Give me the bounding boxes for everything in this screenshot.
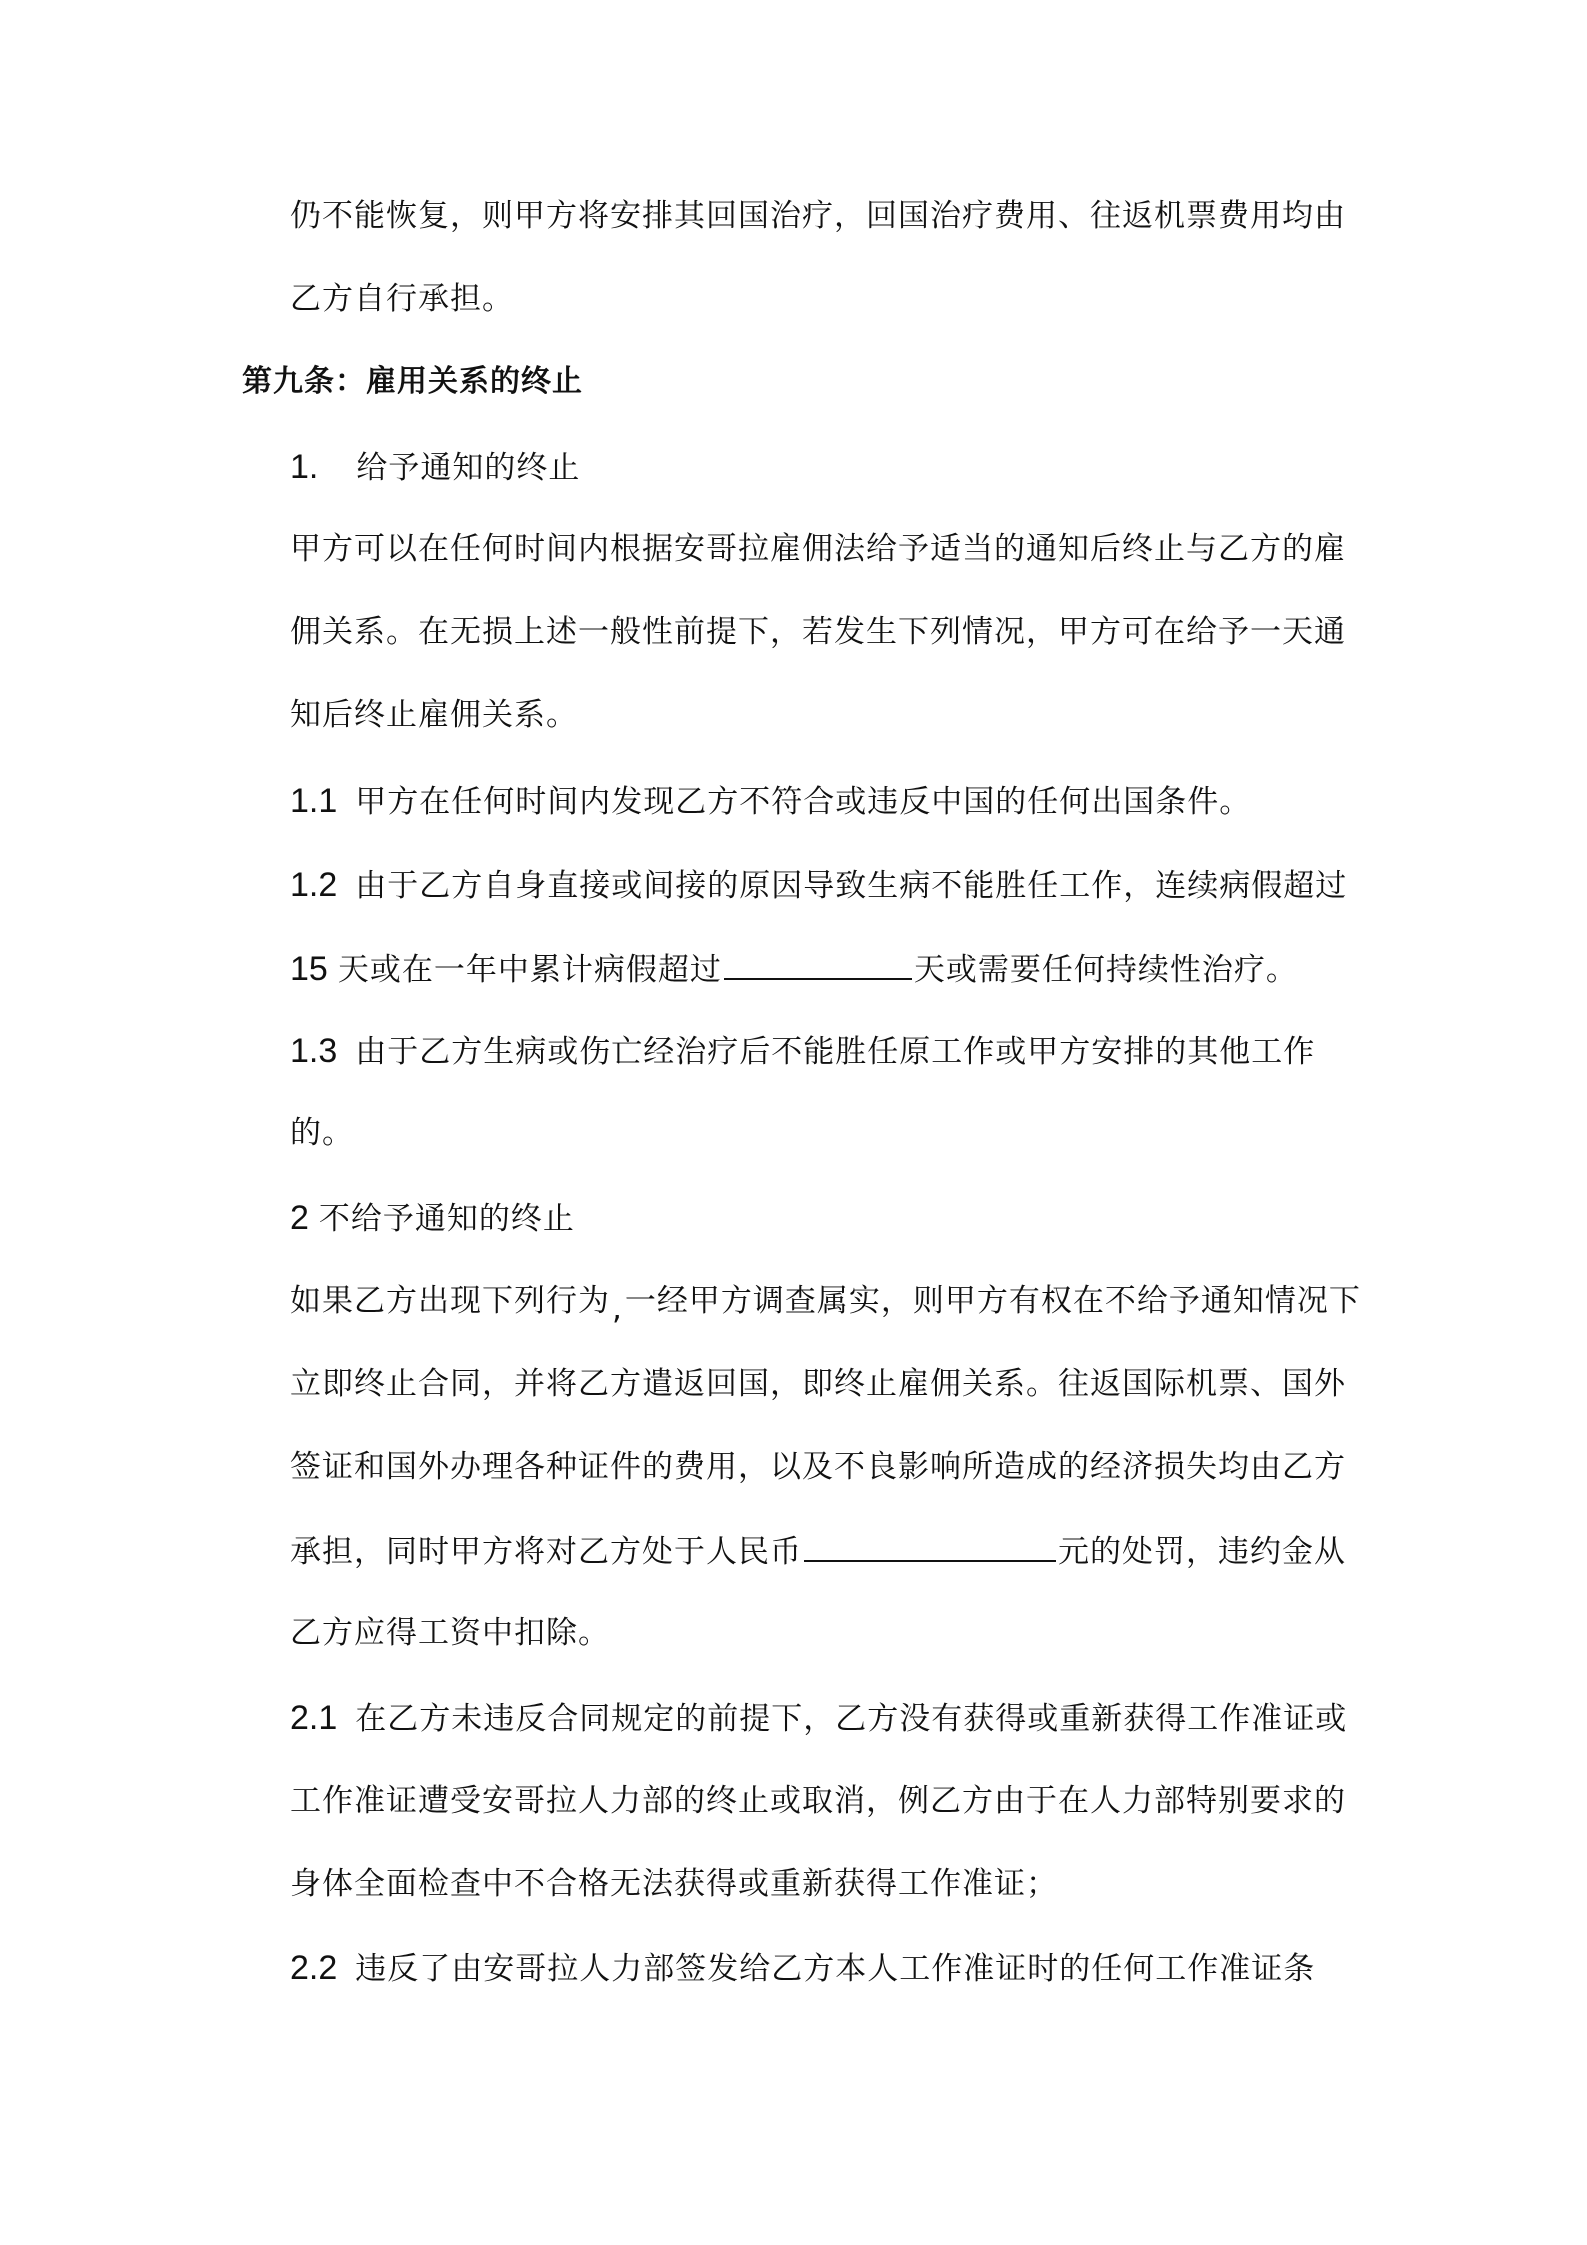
line-text: 知后终止雇佣关系。 bbox=[290, 697, 578, 733]
paragraph-line bbox=[290, 1281, 1361, 1327]
clause-1-2 bbox=[290, 865, 1347, 906]
clause-2-1 bbox=[290, 1698, 1347, 1739]
paragraph-line bbox=[290, 196, 1346, 236]
paragraph-line bbox=[290, 1113, 354, 1153]
section-title-text: 给予通知的终止 bbox=[356, 450, 581, 486]
clause-number: 2.2 bbox=[290, 1949, 338, 1987]
line-text: 元的处罚，违约金从 bbox=[1058, 1534, 1346, 1570]
line-text: 工作准证遭受安哥拉人力部的终止或取消，例乙方由于在人力部特别要求的 bbox=[290, 1783, 1346, 1819]
clause-number: 1.1 bbox=[290, 782, 338, 820]
line-text: 乙方应得工资中扣除。 bbox=[290, 1615, 610, 1651]
paragraph-line bbox=[290, 529, 1346, 569]
clause-number: 1.3 bbox=[290, 1032, 338, 1070]
line-text: 承担，同时甲方将对乙方处于人民币 bbox=[290, 1534, 802, 1570]
blank-field-sick-days[interactable] bbox=[724, 948, 912, 980]
day-count: 15 bbox=[290, 950, 328, 988]
clause-number: 2.1 bbox=[290, 1699, 338, 1737]
clause-text: 违反了由安哥拉人力部签发给乙方本人工作准证时的任何工作准证条 bbox=[355, 1951, 1316, 1987]
article-heading bbox=[242, 362, 583, 402]
blank-field-penalty-amount[interactable] bbox=[804, 1530, 1056, 1562]
clause-text: 在乙方未违反合同规定的前提下，乙方没有获得或重新获得工作准证或 bbox=[355, 1701, 1348, 1737]
clause-1-1 bbox=[290, 781, 1251, 822]
paragraph-line bbox=[290, 1447, 1346, 1487]
paragraph-line bbox=[290, 695, 578, 735]
section-number: 1. bbox=[290, 448, 319, 486]
paragraph-line bbox=[290, 612, 1346, 652]
section-number: 2 bbox=[290, 1199, 309, 1237]
line-text: 天或在一年中累计病假超过 bbox=[337, 952, 722, 988]
line-text: 身体全面检查中不合格无法获得或重新获得工作准证； bbox=[290, 1866, 1058, 1902]
section-title-2 bbox=[290, 1198, 575, 1239]
line-text: 仍不能恢复，则甲方将安排其回国治疗，回国治疗费用、往返机票费用均由 bbox=[290, 198, 1346, 234]
paragraph-line bbox=[290, 1781, 1346, 1821]
paragraph-line bbox=[290, 948, 1298, 990]
paragraph-line bbox=[290, 1530, 1346, 1572]
paragraph-line bbox=[290, 1864, 1058, 1904]
line-text: 天或需要任何持续性治疗。 bbox=[913, 952, 1298, 988]
section-title-text: 不给予通知的终止 bbox=[318, 1201, 575, 1237]
article-heading-text: 第九条：雇用关系的终止 bbox=[242, 364, 583, 399]
clause-text: 由于乙方自身直接或间接的原因导致生病不能胜任工作，连续病假超过 bbox=[355, 868, 1348, 904]
clause-1-3 bbox=[290, 1031, 1315, 1072]
paragraph-line bbox=[290, 1364, 1346, 1404]
line-text: 立即终止合同，并将乙方遣返回国，即终止雇佣关系。往返国际机票、国外 bbox=[290, 1366, 1346, 1402]
line-text: 一经甲方调查属实，则甲方有权在不给予通知情况下 bbox=[624, 1283, 1361, 1319]
line-text: 乙方自行承担。 bbox=[290, 281, 514, 317]
paragraph-line bbox=[290, 279, 514, 319]
comma-mark: , bbox=[612, 1291, 623, 1327]
clause-number: 1.2 bbox=[290, 866, 338, 904]
paragraph-line bbox=[290, 1613, 610, 1653]
line-text: 签证和国外办理各种证件的费用，以及不良影响所造成的经济损失均由乙方 bbox=[290, 1449, 1346, 1485]
clause-text: 由于乙方生病或伤亡经治疗后不能胜任原工作或甲方安排的其他工作 bbox=[355, 1034, 1316, 1070]
clause-text: 甲方在任何时间内发现乙方不符合或违反中国的任何出国条件。 bbox=[355, 784, 1252, 820]
section-title-1 bbox=[290, 447, 580, 488]
line-text: 的。 bbox=[290, 1115, 354, 1151]
line-text: 如果乙方出现下列行为 bbox=[290, 1283, 610, 1319]
line-text: 佣关系。在无损上述一般性前提下，若发生下列情况，甲方可在给予一天通 bbox=[290, 614, 1346, 650]
clause-2-2 bbox=[290, 1948, 1315, 1989]
line-text: 甲方可以在任何时间内根据安哥拉雇佣法给予适当的通知后终止与乙方的雇 bbox=[290, 531, 1346, 567]
